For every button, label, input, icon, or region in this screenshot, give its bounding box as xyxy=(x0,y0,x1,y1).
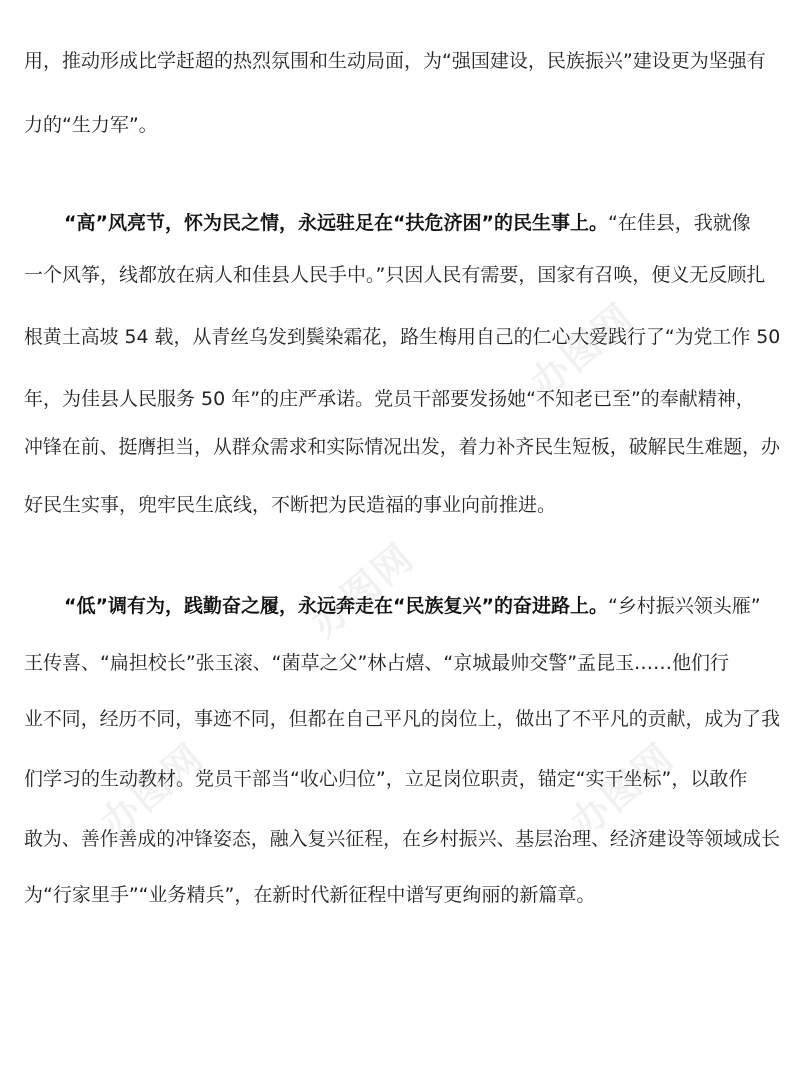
watermark: 办图网 xyxy=(302,534,423,646)
paragraph-2-line-1 xyxy=(64,210,751,236)
paragraph-2-first-rest: “在佳县，我就像 xyxy=(607,212,751,234)
paragraph-1-line-2: 力的“生力军”。 xyxy=(24,114,158,136)
paragraph-2-lead: “高”风亮节，怀为民之情，永远驻足在“扶危济困”的民生事上。 xyxy=(64,212,608,234)
watermark: 办图网 xyxy=(522,294,643,406)
paragraph-2-line-6: 好民生实事，兜牢民生底线，不断把为民造福的事业向前推进。 xyxy=(24,494,557,516)
paragraph-3-line-3: 业不同，经历不同，事迹不同，但都在自己平凡的岗位上，做出了不平凡的贡献，成为了我 xyxy=(24,708,780,730)
paragraph-3-line-4: 们学习的生动教材。党员干部当“收心归位”，立足岗位职责，锚定“实干坐标”，以敢作 xyxy=(24,768,748,790)
paragraph-2-line-2: 一个风筝，线都放在病人和佳县人民手中。”只因人民有需要，国家有召唤，便义无反顾扎 xyxy=(24,264,766,286)
watermark: 办图网 xyxy=(92,734,213,846)
paragraph-3-lead: “低”调有为，践勤奋之履，永远奔走在“民族复兴”的奋进路上。 xyxy=(64,595,608,617)
paragraph-3-line-2: 王传喜、“扁担校长”张玉滚、“菌草之父”林占熺、“京城最帅交警”孟昆玉……他们行 xyxy=(24,652,730,674)
paragraph-1-line-1: 用，推动形成比学赶超的热烈氛围和生动局面，为“强国建设，民族振兴”建设更为坚强有 xyxy=(24,50,766,72)
paragraph-2-line-4: 年，为佳县人民服务 50 年”的庄严承诺。党员干部要发扬她“不知老已至”的奉献精神， xyxy=(24,388,755,410)
paragraph-3-line-1 xyxy=(64,593,761,619)
paragraph-2-line-5: 冲锋在前、挺膺担当，从群众需求和实际情况出发，着力补齐民生短板，破解民生难题，办 xyxy=(24,436,780,458)
paragraph-3-first-rest: “乡村振兴领头雁” xyxy=(607,595,761,617)
paragraph-3-line-5: 敢为、善作善成的冲锋姿态，融入复兴征程，在乡村振兴、基层治理、经济建设等领域成长 xyxy=(24,828,780,850)
paragraph-3-line-6: 为“行家里手”“业务精兵”，在新时代新征程中谱写更绚丽的新篇章。 xyxy=(24,884,596,906)
paragraph-2-line-3: 根黄土高坡 54 载，从青丝乌发到鬓染霜花，路生梅用自己的仁心大爱践行了“为党工作 50 xyxy=(24,326,781,348)
watermark: 办图网 xyxy=(562,734,683,846)
